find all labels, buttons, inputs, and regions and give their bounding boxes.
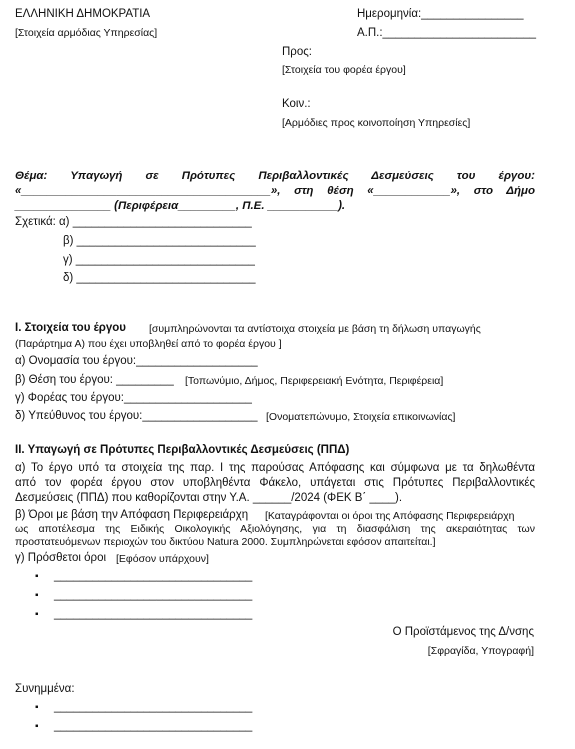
paragraph-c-note: [Εφόσον υπάρχουν]: [116, 553, 209, 565]
attachment-line: _______________________________: [54, 720, 253, 732]
project-responsible-note: [Ονοματεπώνυμο, Στοιχεία επικοινωνίας]: [266, 411, 456, 423]
section-1-note: [συμπληρώνονται τα αντίστοιχα στοιχεία με βάση τη δήλωση υπαγωγής: [149, 323, 481, 335]
signature-note: [Σφραγίδα, Υπογραφή]: [427, 645, 534, 657]
bullet-icon: ▪: [35, 590, 39, 601]
date-field: Ημερομηνία:________________: [357, 8, 524, 20]
project-location-field: β) Θέση του έργου: _________: [15, 374, 174, 386]
to-detail: [Στοιχεία του φορέα έργου]: [282, 64, 406, 76]
project-responsible-field: δ) Υπεύθυνος του έργου:__________________: [15, 410, 258, 422]
project-name-field: α) Ονομασία του έργου:___________________: [15, 355, 258, 367]
paragraph-c-label: γ) Πρόσθετοι όροι: [15, 552, 107, 564]
section-1-note-cont: (Παράρτημα Α) που έχει υποβληθεί από το φορέα έργου ]: [15, 338, 282, 350]
paragraph-a-line: Δεσμεύσεις (ΠΠΔ) που καθορίζονται στην Υ.Α. ______/2024 (ΦΕΚ Β΄ ____).: [15, 492, 403, 504]
paragraph-b-note: [Καταγράφονται οι όροι της Απόφασης Περιφερειάρχη: [265, 510, 515, 522]
project-operator-field: γ) Φορέας του έργου:____________________: [15, 392, 252, 404]
section-1-title: Ι. Στοιχεία του έργου: [15, 322, 127, 334]
paragraph-b-note-cont: ως αποτέλεσμα της Ειδικής Οικολογικής Αξιολόγησης, για τη διασφάλιση της ακεραιότητας των: [15, 523, 535, 535]
cc-detail: [Αρμόδιες προς κοινοποίηση Υπηρεσίες]: [282, 117, 471, 129]
republic-title: ΕΛΛΗΝΙΚΗ ΔΗΜΟΚΡΑΤΙΑ: [15, 8, 151, 20]
bullet-icon: ▪: [35, 571, 39, 582]
to-label: Προς:: [282, 46, 312, 58]
related-item: δ) ____________________________: [63, 272, 256, 284]
authority-placeholder: [Στοιχεία αρμόδιας Υπηρεσίας]: [15, 27, 158, 39]
subject-line-2: «_______________________________________», στη θέση «____________», στο Δήμο: [15, 185, 535, 197]
paragraph-a-line: από τον φορέα έργου στον υποβληθέντα Φάκελο, υπάγεται στις Πρότυπες Περιβαλλοντικές: [15, 477, 535, 489]
bullet-icon: ▪: [35, 609, 39, 620]
subject-line-3: _______________ (Περιφέρεια_________, Π.Ε. ___________).: [15, 200, 346, 212]
subject-line-1: Θέμα: Υπαγωγή σε Πρότυπες Περιβαλλοντικές Δεσμεύσεις του έργου:: [15, 170, 535, 182]
additional-term-line: _______________________________: [54, 570, 253, 582]
attachments-label: Συνημμένα:: [15, 683, 75, 695]
paragraph-b-label: β) Όροι με βάση την Απόφαση Περιφερειάρχη: [15, 509, 249, 521]
related-label: Σχετικά: α) ____________________________: [15, 216, 252, 228]
bullet-icon: ▪: [35, 702, 39, 713]
paragraph-a-line: α) Το έργο υπό τα στοιχεία της παρ. Ι της παρούσας Απόφασης και σύμφωνα με τα δηλωθέντα: [15, 462, 535, 474]
attachment-line: _______________________________: [54, 701, 253, 713]
bullet-icon: ▪: [35, 721, 39, 732]
section-2-title: ΙΙ. Υπαγωγή σε Πρότυπες Περιβαλλοντικές Δεσμεύσεις (ΠΠΔ): [15, 444, 350, 456]
signature-title: Ο Προϊστάμενος της Δ/νσης: [392, 626, 534, 638]
related-item: β) ____________________________: [63, 235, 256, 247]
cc-label: Κοιν.:: [282, 98, 311, 110]
additional-term-line: _______________________________: [54, 589, 253, 601]
project-location-note: [Τοπωνύμιο, Δήμος, Περιφερειακή Ενότητα, Περιφέρεια]: [185, 375, 444, 387]
related-item: γ) ____________________________: [63, 254, 255, 266]
paragraph-b-note-cont: προστατευόμενων περιοχών του δικτύου Natura 2000. Συμπληρώνεται εφόσον απαιτείται.]: [15, 536, 436, 548]
protocol-number-field: Α.Π.:________________________: [357, 27, 537, 39]
additional-term-line: _______________________________: [54, 608, 253, 620]
